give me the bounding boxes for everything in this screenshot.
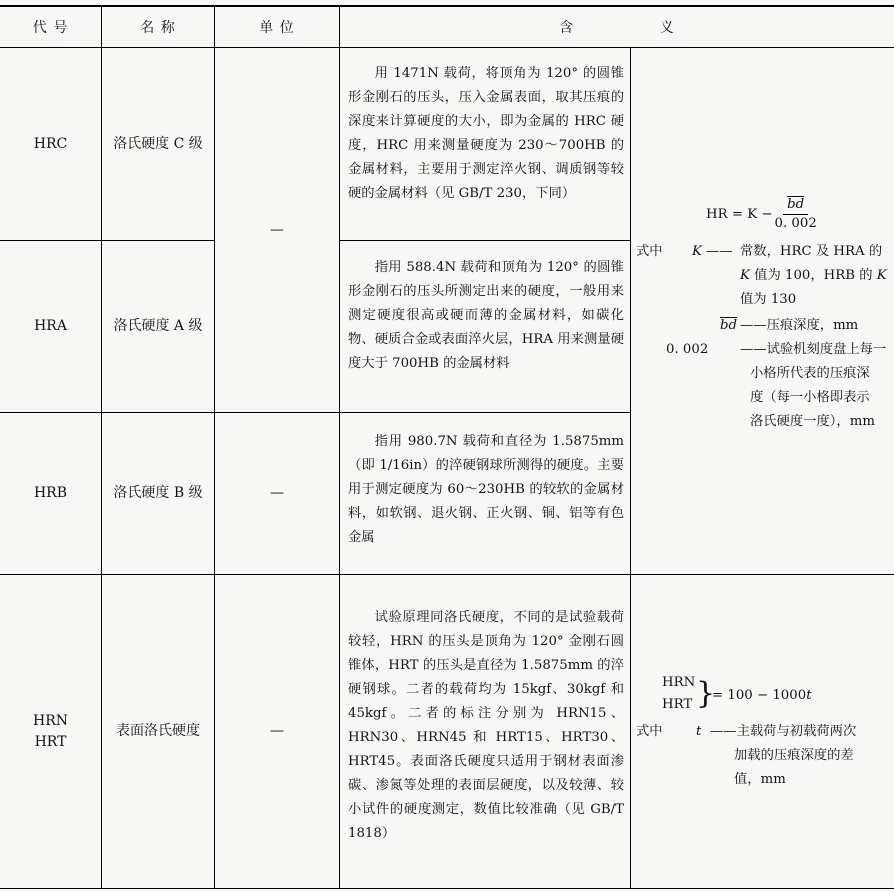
col-rule: [339, 7, 340, 889]
code-cell-hrn-hrt: HRN HRT: [33, 713, 68, 750]
where-constant: 0. 002 ——试验机刻度盘上每一: [666, 342, 887, 357]
name-cell-hrc: 洛氏硬度 C 级: [113, 135, 203, 152]
where-t: 式中 t ——主载荷与初载荷两次: [636, 724, 857, 739]
table-bottom-rule: [0, 888, 894, 889]
code-cell-hra: HRA: [34, 318, 67, 335]
surface-formula: HRN HRT } = 100 − 1000t 式中 t ——主载荷与初载荷两次 加载的压痕深度的差 值，mm: [636, 672, 892, 792]
code-cell-hrc: HRC: [33, 135, 68, 152]
hr-formula: HR = K − $\frac{\overline{bd}}{0. 002}$ 式中 K —— 常数，HRC 及 HRA 的 K 值为 100，HRB 的 K 值为 130 $\overline{bd}$ ——压痕深度，mm 0. 002 ——试验机刻度盘上每一 小格所代表的压痕深 度（每一小格即表示 洛氏硬度一度），mm: [636, 196, 892, 434]
unit-cell-surface: —: [270, 723, 284, 740]
col-rule: [630, 47, 631, 889]
name-cell-hrb: 洛氏硬度 B 级: [113, 485, 203, 502]
hr-formula-equation: HR = K − $\frac{\overline{bd}}{0. 002}$: [706, 197, 817, 231]
header-unit: 单 位: [259, 20, 295, 36]
unit-cell-hrc-hra: —: [270, 221, 284, 238]
where-k: 式中 K —— 常数，HRC 及 HRA 的: [636, 244, 883, 259]
meaning-surface: 试验原理同洛氏硬度，不同的是试验载荷较轻，HRN 的压头是顶角为 120° 金刚石圆锥体，HRT 的压头是直径为 1.5875mm 的淬硬钢球。二者的载荷均为 15kgf、30kgf 和 45kgf。二者的标注分别为 HRN15、HRN30、HRN45 和 HRT15、HRT30、HRT45。表面洛氏硬度只适用于钢材表面渗碳、渗氮等处理的表面层硬度，以及较薄、较小试件的硬度测定，数值比较准确（见 GB/T 1818）: [348, 610, 624, 841]
row-rule: [340, 240, 630, 241]
meaning-hrb: 指用 980.7N 载荷和直径为 1.5875mm（即 1/16in）的淬硬钢球所测得的硬度。主要用于测定硬度为 60～230HB 的较软的金属材料，如软钢、退火钢、正火钢、铜、铝等有色金属: [348, 434, 624, 545]
meaning-hrc: 用 1471N 载荷，将顶角为 120° 的圆锥形金刚石的压头，压入金属表面，取其压痕的深度来计算硬度的大小，即为金属的 HRC 硬度，HRC 用来测量硬度为 230～700HB 的金属材料，主要用于测定淬火钢、调质钢等较硬的金属材料（见 GB/T 230，下同）: [348, 66, 624, 201]
name-cell-surface: 表面洛氏硬度: [116, 723, 200, 740]
surface-formula-equation: HRN HRT } = 100 − 1000t: [662, 675, 812, 712]
header-code: 代 号: [32, 20, 69, 36]
fraction: $\frac{\overline{bd}}{0. 002}$: [774, 197, 817, 231]
unit-cell-hrb: —: [270, 485, 284, 502]
where-bd: $\overline{bd}$ ——压痕深度，mm: [720, 318, 859, 333]
header-meaning: 含 义: [559, 20, 675, 36]
header-name: 名 称: [140, 20, 176, 36]
meaning-hra: 指用 588.4N 载荷和顶角为 120° 的圆锥形金刚石的压头所测定出来的硬度，一般用来测定硬度很高或硬而薄的金属材料，如碳化物、硬质合金或表面淬火层，HRA 用来测量硬度大于 700HB 的金属材料: [348, 260, 624, 371]
code-cell-hrb: HRB: [33, 485, 68, 502]
name-cell-hra: 洛氏硬度 A 级: [113, 318, 203, 335]
